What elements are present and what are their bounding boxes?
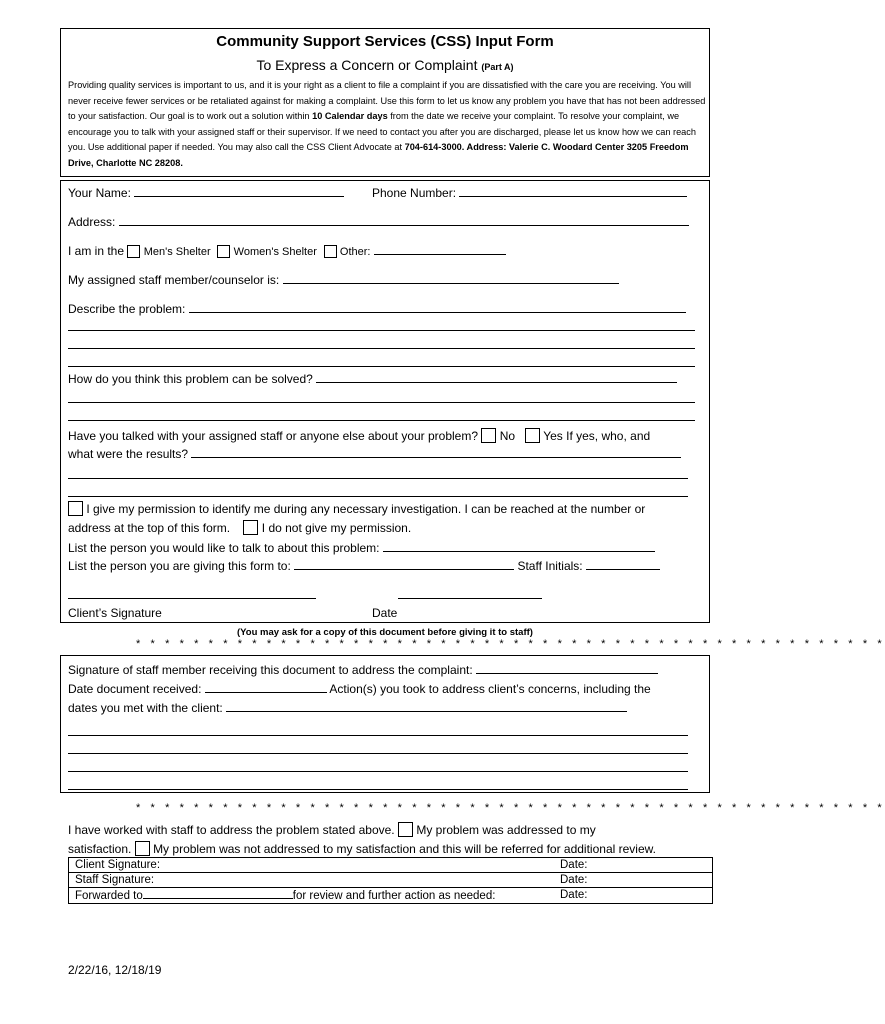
date-received-field[interactable]: [205, 681, 327, 693]
mens-shelter-label: Men's Shelter: [143, 246, 211, 258]
date-label: Date:: [560, 874, 588, 886]
table-row: [69, 873, 713, 888]
results-row: [68, 446, 681, 461]
phone-label: Phone Number:: [372, 186, 457, 200]
date-label: Date:: [560, 889, 588, 901]
solved-line[interactable]: [68, 420, 695, 421]
other-label: Other:: [339, 246, 371, 258]
solved-label: How do you think this problem can be solved?: [68, 372, 313, 386]
staff-action-line[interactable]: [68, 771, 688, 772]
permission-row-2: [68, 520, 411, 535]
assigned-staff-label: My assigned staff member/counselor is:: [68, 273, 280, 287]
intro-paragraph: [68, 78, 708, 171]
assigned-staff-field[interactable]: [283, 272, 619, 284]
table-row: [69, 858, 713, 873]
client-signature-cell[interactable]: [69, 858, 713, 873]
addressed-checkbox[interactable]: [398, 822, 413, 837]
your-name-row: [68, 185, 344, 200]
staff-signature-cell[interactable]: [69, 873, 713, 888]
talk-to-label: List the person you would like to talk to about this problem:: [68, 541, 380, 555]
giving-to-field[interactable]: [294, 558, 514, 570]
your-name-field[interactable]: [134, 185, 344, 197]
womens-shelter-label: Women's Shelter: [233, 246, 317, 258]
subtitle-text: To Express a Concern or Complaint: [256, 57, 478, 73]
staff-initials-field[interactable]: [586, 558, 660, 570]
not-addressed-row: [68, 841, 656, 856]
staff-signature-label: Signature of staff member receiving this document to address the complaint:: [68, 663, 473, 677]
mens-shelter-checkbox[interactable]: [127, 245, 140, 258]
results-field[interactable]: [191, 446, 681, 458]
no-permission-checkbox[interactable]: [243, 520, 258, 535]
no-permission-label: I do not give my permission.: [261, 521, 412, 535]
staff-sig-label: Staff Signature:: [75, 874, 155, 886]
permission-row: [68, 501, 645, 516]
addressed-label: My problem was addressed to my: [416, 823, 596, 837]
forwarded-field[interactable]: [143, 888, 293, 899]
other-field[interactable]: [374, 243, 506, 255]
part-label: (Part A): [481, 62, 514, 72]
client-signature-label: Client Signature:: [75, 859, 161, 871]
describe-field[interactable]: [189, 301, 686, 313]
solved-line[interactable]: [68, 402, 695, 403]
assigned-staff-row: [68, 272, 619, 287]
permission-label: I give my permission to identify me during any necessary investigation. I can be reached at the number or: [86, 502, 646, 516]
staff-signature-field[interactable]: [476, 662, 658, 674]
not-addressed-label: My problem was not addressed to my satisfaction and this will be referred for additional review.: [153, 842, 656, 856]
worked-with-staff-label: I have worked with staff to address the problem stated above.: [68, 823, 395, 837]
copy-note: (You may ask for a copy of this document before giving it to staff): [237, 627, 533, 638]
dates-met-row: [68, 700, 627, 715]
not-addressed-checkbox[interactable]: [135, 841, 150, 856]
satisfaction-label: satisfaction.: [68, 842, 132, 856]
forwarded-cell[interactable]: [69, 888, 713, 904]
form-title: Community Support Services (CSS) Input Form: [216, 33, 554, 50]
talked-row: [68, 428, 650, 443]
staff-action-line[interactable]: [68, 735, 688, 736]
intro-days: 10 Calendar days: [312, 111, 388, 121]
forwarded-rest-label: for review and further action as needed:: [292, 890, 496, 902]
staff-signature-row: [68, 662, 658, 677]
date-received-row: [68, 681, 651, 696]
divider-stars-bottom: * * * * * * * * * * * * * * * * * * * * * * * * * * * * * * * * * * * * * * * * * * * * * * * * * * * *: [136, 802, 885, 814]
address-field[interactable]: [119, 214, 689, 226]
talk-to-row: [68, 540, 655, 555]
womens-shelter-checkbox[interactable]: [217, 245, 230, 258]
client-signature-line[interactable]: [68, 598, 316, 599]
describe-row: [68, 301, 686, 316]
worked-with-staff-row: [68, 822, 596, 837]
dates-met-field[interactable]: [226, 700, 627, 712]
solved-row: [68, 371, 677, 386]
staff-initials-label: Staff Initials:: [517, 559, 583, 573]
talked-yes-checkbox[interactable]: [525, 428, 540, 443]
giving-to-label: List the person you are giving this form to:: [68, 559, 291, 573]
results-label: what were the results?: [68, 447, 189, 461]
results-line[interactable]: [68, 496, 688, 497]
talked-yes-label: Yes If yes, who, and: [543, 429, 651, 443]
intro-text-1: Providing quality services is important to us, and it is your right as a client to file a complaint if you are dissatisfied with the care you are receiving. You will never receive fewer services or be retaliated against for making a complaint. Use this form to let us know any problem you have that has not been addressed to your satisfaction. Our goal is to work out a solution within: [68, 80, 706, 121]
describe-line[interactable]: [68, 330, 695, 331]
actions-label: Action(s) you took to address client’s concerns, including the: [329, 682, 651, 696]
date-received-label: Date document received:: [68, 682, 202, 696]
address-row: [68, 214, 689, 229]
staff-action-line[interactable]: [68, 753, 688, 754]
describe-line[interactable]: [68, 366, 695, 367]
describe-label: Describe the problem:: [68, 302, 186, 316]
talked-no-checkbox[interactable]: [481, 428, 496, 443]
your-name-label: Your Name:: [68, 186, 131, 200]
talked-label: Have you talked with your assigned staff or anyone else about your problem?: [68, 429, 479, 443]
giving-to-row: [68, 558, 660, 573]
form-subtitle: [0, 58, 770, 74]
talked-no-label: No: [499, 429, 516, 443]
talk-to-field[interactable]: [383, 540, 655, 552]
client-date-label: Date: [372, 606, 398, 620]
results-line[interactable]: [68, 478, 688, 479]
clients-signature-label: Client’s Signature: [68, 606, 162, 620]
revision-date: 2/22/16, 12/18/19: [68, 963, 162, 977]
other-checkbox[interactable]: [324, 245, 337, 258]
intro-contact: 704-614-3000. Address: Valerie C. Woodard Center 3205 Freedom Drive, Charlotte NC 28208.: [68, 142, 689, 168]
divider-stars-top: * * * * * * * * * * * * * * * * * * * * * * * * * * * * * * * * * * * * * * * * * * * * * * * * * * * *: [136, 638, 885, 650]
forwarded-label: Forwarded to: [75, 890, 143, 902]
table-row: [69, 888, 713, 904]
phone-row: [372, 185, 687, 200]
date-label: Date:: [560, 859, 588, 871]
address-label: Address:: [68, 215, 116, 229]
dates-met-label: dates you met with the client:: [68, 701, 223, 715]
phone-field[interactable]: [459, 185, 687, 197]
describe-line[interactable]: [68, 348, 695, 349]
intro-text-2: from the date we receive your complaint. To resolve your complaint, we encourage you to talk with your assigned staff or their supervisor. If we need to contact you after you are discharged, please let us know how we can reach you. Use additional paper if needed. You may also call the CSS Client Advocate at: [68, 111, 696, 152]
staff-action-line[interactable]: [68, 789, 688, 790]
i-am-in-label: I am in the: [68, 244, 125, 258]
client-date-line[interactable]: [398, 598, 542, 599]
solved-field[interactable]: [316, 371, 677, 383]
shelter-row: [68, 243, 506, 259]
signature-table: [68, 857, 713, 904]
permission-checkbox[interactable]: [68, 501, 83, 516]
permission-label-2: address at the top of this form.: [68, 521, 231, 535]
